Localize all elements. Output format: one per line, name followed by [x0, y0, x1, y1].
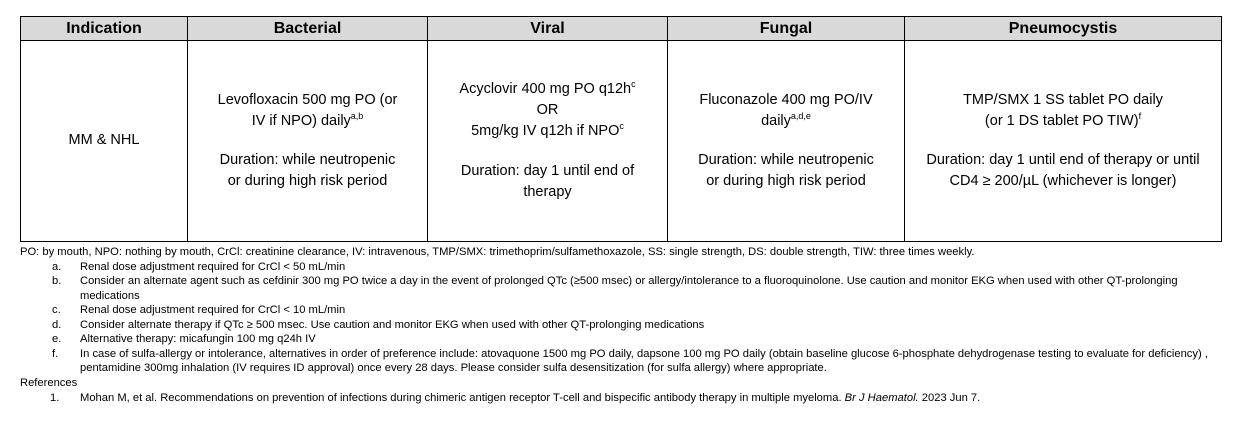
viral-line2	[436, 121, 659, 142]
header-bacterial: Bacterial	[188, 17, 428, 41]
footnote-item	[52, 260, 1230, 275]
bacterial-line2	[196, 111, 419, 132]
bacterial-line1: Levofloxacin 500 mg PO (or	[217, 91, 398, 108]
bacterial-line2-text: IV if NPO) daily	[251, 112, 351, 129]
footnote-item	[52, 318, 1230, 333]
header-viral: Viral	[428, 17, 668, 41]
cell-fungal	[668, 41, 905, 242]
viral-duration1: Duration: day 1 until end of	[460, 162, 635, 179]
footnote-item	[52, 274, 1230, 303]
footnote-marker: c.	[52, 304, 61, 316]
viral-line1-text: Acyclovir 400 mg PO q12h	[459, 81, 632, 98]
reference-text-wrap	[80, 391, 980, 406]
prophylaxis-table	[20, 16, 1222, 242]
footnote-text: Consider alternate therapy if QTc ≥ 500 msec. Use caution and monitor EKG when used with other QT-prolonging medications	[80, 318, 705, 331]
cell-bacterial	[188, 41, 428, 242]
header-pneumocystis: Pneumocystis	[905, 17, 1222, 41]
table-header-row	[21, 17, 1222, 41]
cell-pneumocystis	[905, 41, 1222, 242]
fungal-duration2: or during high risk period	[706, 173, 866, 190]
pneumocystis-line2-text: (or 1 DS tablet PO TIW)	[984, 112, 1139, 129]
pneumocystis-duration2: CD4 ≥ 200/µL (whichever is longer)	[949, 173, 1177, 190]
footnotes	[20, 245, 1230, 406]
pneumocystis-line1: TMP/SMX 1 SS tablet PO daily	[963, 91, 1163, 108]
viral-line1	[436, 79, 659, 100]
footnote-marker: f.	[52, 347, 59, 360]
viral-sup1: c	[631, 79, 636, 90]
bacterial-duration2: or during high risk period	[227, 173, 388, 190]
header-indication: Indication	[21, 17, 188, 41]
viral-sup2: c	[619, 121, 624, 132]
bacterial-sup: a,b	[350, 111, 364, 122]
footnote-text: Renal dose adjustment required for CrCl < 10 mL/min	[80, 304, 346, 316]
fungal-line2-text: daily	[761, 112, 791, 129]
reference-journal: Br J Haematol.	[844, 392, 919, 404]
references-heading: References	[20, 376, 78, 389]
reference-text: Mohan M, et al. Recommendations on prevention of infections during chimeric antigen receptor T-cell and bispecific antibody therapy in multiple myeloma.	[80, 392, 842, 404]
reference-item	[50, 391, 1230, 406]
fungal-duration1: Duration: while neutropenic	[698, 152, 874, 168]
reference-date: 2023 Jun 7.	[921, 392, 981, 404]
footnote-item	[52, 332, 1230, 347]
footnote-item	[52, 347, 1230, 376]
viral-or: OR	[536, 102, 559, 119]
fungal-sup: a,d,e	[790, 111, 811, 122]
bacterial-duration1: Duration: while neutropenic	[219, 152, 396, 168]
pneumocystis-line2	[913, 111, 1213, 132]
footnote-text: Consider an alternate agent such as cefdinir 300 mg PO twice a day in the event of prolonged QTc (≥500 msec) or allergy/intolerance to a fluoroquinolone. Use caution and monitor EKG when used with other QT-prolonging medications	[80, 275, 1178, 302]
pneumocystis-duration1: Duration: day 1 until end of therapy or until	[926, 152, 1200, 168]
viral-line2-text: 5mg/kg IV q12h if NPO	[471, 123, 620, 140]
indication-text: MM & NHL	[68, 132, 140, 149]
footnote-marker: d.	[52, 318, 62, 331]
footnote-marker: b.	[52, 275, 62, 287]
footnote-marker: e.	[52, 333, 62, 345]
cell-viral	[428, 41, 668, 242]
fungal-line1: Fluconazole 400 mg PO/IV	[699, 91, 873, 108]
cell-indication	[21, 41, 188, 242]
pneumocystis-sup: f	[1138, 111, 1142, 122]
viral-duration2: therapy	[523, 183, 572, 200]
reference-marker: 1.	[50, 392, 60, 404]
table-row	[21, 41, 1222, 242]
footnote-text: Alternative therapy: micafungin 100 mg q24h IV	[80, 333, 316, 345]
footnote-item	[52, 303, 1230, 318]
footnote-text: In case of sulfa-allergy or intolerance, alternatives in order of preference include: atovaquone 1500 mg PO daily, dapsone 100 mg PO daily (obtain baseline glucose 6-phosphate dehydrogenase testing to evaluate for deficiency) , pentamidine 300mg inhalation (IV requires ID approval) once every 28 days. Please consider sulfa desensitization (for sulfa allergy) where appropriate.	[80, 347, 1208, 374]
fungal-line2	[676, 111, 896, 132]
abbreviations-legend: PO: by mouth, NPO: nothing by mouth, CrCl: creatinine clearance, IV: intravenous, TMP/SMX: trimethoprim/sulfamethoxazole, SS: single strength, DS: double strength, TIW: three times weekly.	[20, 246, 975, 258]
header-fungal: Fungal	[668, 17, 905, 41]
footnote-text: Renal dose adjustment required for CrCl < 50 mL/min	[80, 260, 346, 273]
footnote-marker: a.	[52, 260, 62, 273]
